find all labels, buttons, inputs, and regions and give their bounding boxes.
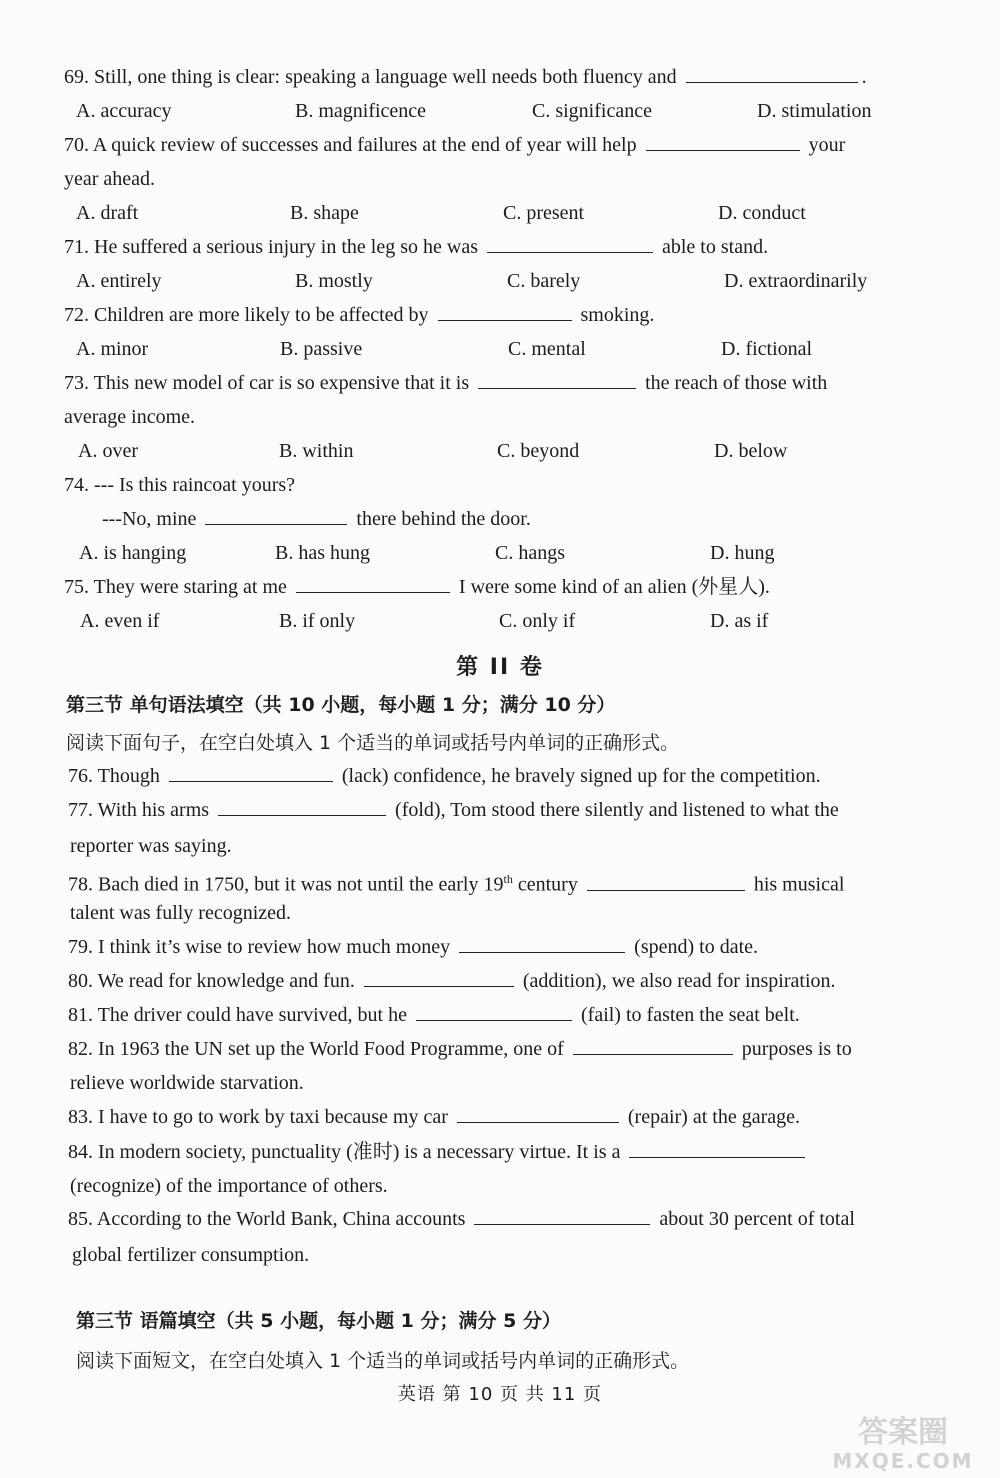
- question-text-end: I were some kind of an alien (外星人).: [458, 576, 770, 598]
- question-number: 73.: [64, 372, 89, 394]
- answer-blank[interactable]: [646, 128, 800, 151]
- option-b[interactable]: B. magnificence: [295, 100, 427, 122]
- option-c[interactable]: C. only if: [499, 610, 576, 632]
- options-73: [76, 434, 936, 468]
- part-heading: 第 II 卷: [456, 655, 544, 680]
- question-74: [64, 468, 936, 502]
- option-c[interactable]: C. hangs: [495, 542, 565, 564]
- question-82: [68, 1032, 940, 1066]
- question-70-continuation: year ahead.: [64, 168, 156, 190]
- answer-blank[interactable]: [457, 1100, 619, 1123]
- answer-blank[interactable]: [218, 793, 386, 816]
- option-b[interactable]: B. passive: [280, 338, 363, 360]
- question-text: In 1963 the UN set up the World Food Programme, one of: [98, 1038, 564, 1060]
- question-text-end: your: [808, 134, 846, 156]
- question-69: [64, 60, 936, 94]
- answer-blank[interactable]: [478, 366, 636, 389]
- option-d[interactable]: D. conduct: [718, 202, 806, 224]
- answer-blank[interactable]: [438, 298, 572, 321]
- question-text-end: smoking.: [580, 304, 655, 326]
- options-70: [76, 196, 936, 230]
- option-c[interactable]: C. mental: [508, 338, 586, 360]
- question-text: Children are more likely to be affected by: [94, 304, 429, 326]
- question-text-end: (repair) at the garage.: [627, 1106, 800, 1128]
- answer-blank[interactable]: [296, 570, 450, 593]
- question-number: 82.: [68, 1038, 93, 1060]
- question-73: [64, 366, 936, 400]
- question-text-end: able to stand.: [661, 236, 769, 258]
- question-number: 77.: [68, 799, 93, 821]
- option-a[interactable]: A. even if: [80, 610, 160, 632]
- reply-text: ---No, mine: [102, 508, 197, 530]
- question-text-end: (addition), we also read for inspiration.: [522, 970, 836, 992]
- page-footer: 英语 第 10 页 共 11 页: [397, 1384, 603, 1405]
- question-84-continuation: (recognize) of the importance of others.: [70, 1175, 388, 1197]
- answer-blank[interactable]: [169, 759, 333, 782]
- question-number: 76.: [68, 765, 93, 787]
- option-a[interactable]: A. is hanging: [79, 542, 187, 564]
- question-73-continuation: average income.: [64, 406, 196, 428]
- section-title: 第三节 单句语法填空（共 10 小题，每小题 1 分；满分 10 分）: [66, 694, 616, 716]
- question-85-continuation: global fertilizer consumption.: [72, 1244, 310, 1266]
- question-text-end: his musical: [753, 873, 845, 896]
- question-text: I have to go to work by taxi because my car: [98, 1106, 448, 1128]
- question-77: [68, 793, 940, 827]
- question-text-end: the reach of those with: [645, 372, 828, 394]
- question-81: [68, 998, 940, 1032]
- question-text-end: (lack) confidence, he bravely signed up for the competition.: [341, 765, 821, 787]
- answer-blank[interactable]: [416, 998, 572, 1021]
- question-74-reply: [102, 502, 902, 536]
- options-72: [76, 332, 936, 366]
- question-text-end: purposes is to: [741, 1038, 852, 1060]
- options-71: [76, 264, 936, 298]
- watermark-line2: MXQE.COM: [832, 1449, 974, 1472]
- option-d[interactable]: D. below: [714, 440, 788, 462]
- option-b[interactable]: B. within: [279, 440, 354, 462]
- option-b[interactable]: B. has hung: [275, 542, 370, 564]
- question-78-continuation: talent was fully recognized.: [70, 902, 292, 924]
- question-number: 79.: [68, 936, 93, 958]
- question-77-continuation: reporter was saying.: [70, 835, 232, 857]
- option-a[interactable]: A. draft: [76, 202, 139, 224]
- question-82-continuation: relieve worldwide starvation.: [70, 1072, 304, 1094]
- question-80: [68, 964, 940, 998]
- question-70: [64, 128, 936, 162]
- section-instruction: 阅读下面句子，在空白处填入 1 个适当的单词或括号内单词的正确形式。: [66, 732, 680, 754]
- option-d[interactable]: D. extraordinarily: [724, 270, 868, 292]
- question-text: They were staring at me: [93, 576, 287, 598]
- option-c[interactable]: C. significance: [532, 100, 652, 122]
- option-b[interactable]: B. if only: [279, 610, 356, 632]
- question-number: 81.: [68, 1004, 93, 1026]
- option-b[interactable]: B. shape: [290, 202, 359, 224]
- answer-blank[interactable]: [587, 868, 745, 891]
- option-d[interactable]: D. hung: [710, 542, 775, 564]
- question-text: Still, one thing is clear: speaking a language well needs both fluency and: [94, 66, 677, 88]
- question-85: [68, 1202, 940, 1236]
- option-d[interactable]: D. stimulation: [757, 100, 872, 122]
- answer-blank[interactable]: [487, 230, 653, 253]
- question-text: A quick review of successes and failures at the end of year will help: [92, 134, 637, 156]
- question-72: [64, 298, 936, 332]
- question-number: 80.: [68, 970, 93, 992]
- ordinal-suffix: th: [503, 872, 513, 886]
- question-83: [68, 1100, 940, 1134]
- watermark-logo: [818, 1408, 988, 1472]
- section-instruction-passage: 阅读下面短文，在空白处填入 1 个适当的单词或括号内单词的正确形式。: [76, 1350, 690, 1372]
- answer-blank[interactable]: [205, 502, 347, 525]
- question-text: Though: [97, 765, 160, 787]
- question-text: He suffered a serious injury in the leg so he was: [94, 236, 478, 258]
- question-71: [64, 230, 936, 264]
- question-number: 83.: [68, 1106, 93, 1128]
- question-number: 78.: [68, 873, 93, 896]
- watermark-line1: 答案圈: [858, 1415, 948, 1450]
- question-79: [68, 930, 940, 964]
- question-number: 70.: [64, 134, 89, 156]
- question-text-end: about 30 percent of total: [659, 1208, 855, 1230]
- question-text-end: (fail) to fasten the seat belt.: [581, 1004, 800, 1026]
- question-text: The driver could have survived, but he: [97, 1004, 407, 1026]
- option-d[interactable]: D. fictional: [721, 338, 813, 360]
- question-text: We read for knowledge and fun.: [97, 970, 355, 992]
- question-text: Bach died in 1750, but it was not until the early 19: [98, 873, 504, 896]
- question-number: 85.: [68, 1208, 93, 1230]
- question-75: [64, 570, 936, 604]
- question-text-end: .: [861, 66, 867, 88]
- question-number: 84.: [68, 1141, 93, 1163]
- question-text: This new model of car is so expensive that it is: [93, 372, 470, 394]
- question-text-end: (fold), Tom stood there silently and listened to what the: [395, 799, 839, 821]
- option-c[interactable]: C. present: [503, 202, 585, 224]
- question-text: With his arms: [97, 799, 210, 821]
- question-text: --- Is this raincoat yours?: [94, 474, 296, 496]
- options-75: [76, 604, 936, 638]
- answer-blank[interactable]: [629, 1135, 805, 1158]
- option-c[interactable]: C. beyond: [497, 440, 580, 462]
- option-a[interactable]: A. minor: [76, 338, 149, 360]
- question-number: 72.: [64, 304, 89, 326]
- answer-blank[interactable]: [364, 964, 514, 987]
- option-a[interactable]: A. over: [78, 440, 138, 462]
- question-number: 74.: [64, 474, 89, 496]
- question-76: [68, 759, 940, 793]
- question-text: I think it’s wise to review how much money: [98, 936, 451, 958]
- options-69: [76, 94, 936, 128]
- question-text: In modern society, punctuality (准时) is a necessary virtue. It is a: [98, 1141, 621, 1163]
- reply-text-end: there behind the door.: [356, 508, 531, 530]
- option-d[interactable]: D. as if: [710, 610, 769, 632]
- question-text-end: (spend) to date.: [634, 936, 759, 958]
- option-a[interactable]: A. entirely: [76, 270, 162, 292]
- question-84: [68, 1135, 940, 1169]
- option-c[interactable]: C. barely: [507, 270, 581, 292]
- answer-blank[interactable]: [474, 1202, 650, 1225]
- answer-blank[interactable]: [686, 60, 858, 83]
- option-a[interactable]: A. accuracy: [76, 100, 172, 122]
- option-b[interactable]: B. mostly: [295, 270, 373, 292]
- question-number: 69.: [64, 66, 89, 88]
- question-text: According to the World Bank, China accounts: [96, 1208, 466, 1230]
- options-74: [76, 536, 936, 570]
- answer-blank[interactable]: [573, 1032, 733, 1055]
- question-number: 75.: [64, 576, 89, 598]
- answer-blank[interactable]: [459, 930, 625, 953]
- question-number: 71.: [64, 236, 89, 258]
- question-text-2: century: [517, 873, 578, 896]
- section-title-passage: 第三节 语篇填空（共 5 小题，每小题 1 分；满分 5 分）: [76, 1310, 561, 1332]
